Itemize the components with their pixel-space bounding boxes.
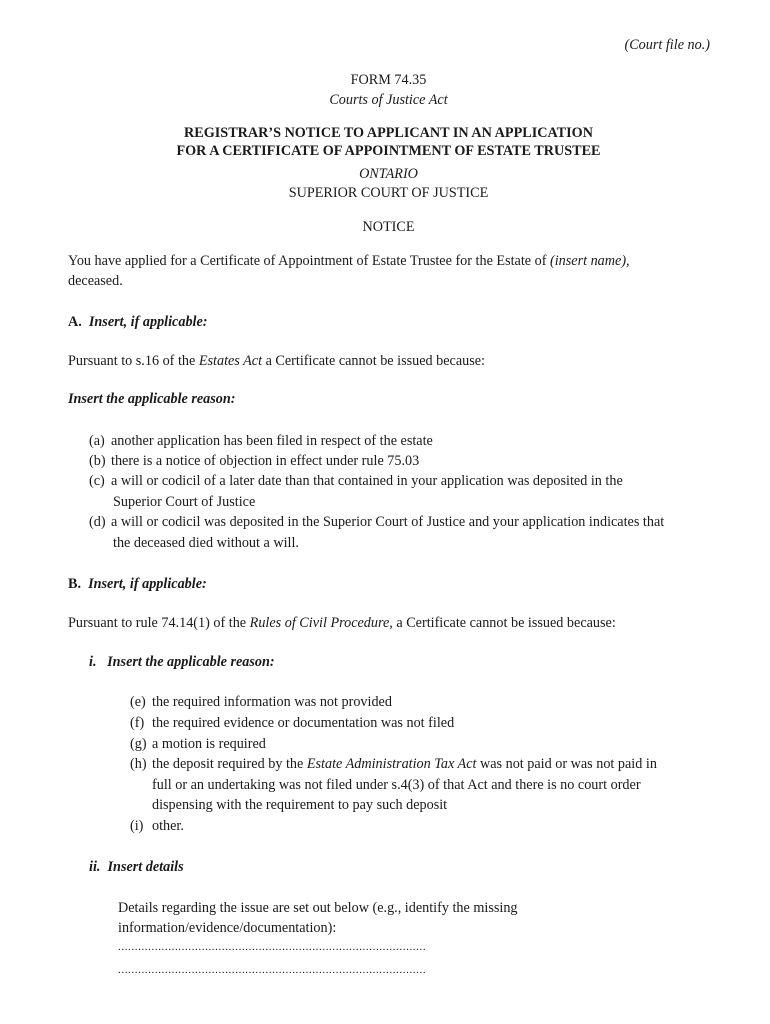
reason-d-continued: the deceased died without a will. [113, 535, 299, 551]
pursuant-text: Pursuant to s.16 of the [68, 353, 199, 369]
reason-mark: (a) [89, 433, 105, 449]
reason-c-continued: Superior Court of Justice [113, 494, 256, 510]
subsection-ii-heading [89, 857, 184, 878]
reason-text: a motion is required [152, 736, 266, 752]
section-a-title: Insert, if applicable: [88, 314, 208, 330]
reason-text: other. [152, 818, 184, 834]
form-title-line2: FOR A CERTIFICATE OF APPOINTMENT OF ESTATE TRUSTEE [176, 143, 601, 159]
reason-mark: (c) [89, 473, 105, 489]
court-file-number: (Court file no.) [624, 37, 710, 53]
notice-heading: NOTICE [362, 219, 415, 235]
subsection-ii-numeral: ii. [89, 859, 101, 875]
section-a-pursuant [68, 351, 485, 372]
reason-g [130, 734, 266, 755]
subsection-i-heading [89, 652, 275, 673]
reason-text: another application has been filed in respect of the estate [111, 433, 433, 449]
details-line1: Details regarding the issue are set out below (e.g., identify the missing [118, 900, 518, 916]
reason-text: the required evidence or documentation was not filed [152, 715, 455, 731]
reason-text: the deposit required by the [152, 756, 307, 772]
intro-text: You have applied for a Certificate of Appointment of Estate Trustee for the Estate of [68, 253, 550, 269]
pursuant-text-end: a Certificate cannot be issued because: [392, 615, 616, 631]
reason-c [89, 471, 623, 492]
court-name: SUPERIOR COURT OF JUSTICE [288, 185, 489, 201]
subsection-ii-title: Insert details [107, 859, 184, 875]
reason-d [89, 512, 664, 533]
reason-mark: (i) [130, 818, 144, 834]
form-title-line1: REGISTRAR’S NOTICE TO APPLICANT IN AN APPLICATION [184, 125, 593, 141]
reason-e [130, 692, 392, 713]
section-b-title: Insert, if applicable: [88, 576, 207, 592]
reason-text: a will or codicil of a later date than that contained in your application was deposited in the [111, 473, 623, 489]
reason-a [89, 431, 433, 452]
insert-name-placeholder: (insert name), [550, 253, 630, 269]
section-b-heading [68, 574, 207, 595]
section-b-letter: B. [68, 576, 82, 592]
reason-mark: (g) [130, 736, 147, 752]
section-a-heading [68, 312, 208, 333]
reason-mark: (f) [130, 715, 145, 731]
details-blank-line-1[interactable]: ............................................................................................ [118, 941, 427, 953]
details-blank-line-2[interactable]: ............................................................................................ [118, 964, 427, 976]
province: ONTARIO [359, 166, 418, 182]
subsection-i-numeral: i. [89, 654, 97, 670]
reason-mark: (b) [89, 453, 106, 469]
reason-text: a will or codicil was deposited in the Superior Court of Justice and your application indicates that [111, 514, 665, 530]
reason-mark: (h) [130, 756, 147, 772]
intro-line1 [68, 251, 630, 272]
estates-act-name: Estates Act [198, 353, 263, 369]
form-act: Courts of Justice Act [329, 92, 448, 108]
section-a-letter: A. [68, 314, 82, 330]
reason-mark: (d) [89, 514, 106, 530]
reason-i [130, 816, 184, 837]
reason-text: there is a notice of objection in effect under rule 75.03 [111, 453, 420, 469]
reason-b [89, 451, 419, 472]
reason-f [130, 713, 454, 734]
section-b-pursuant [68, 613, 616, 634]
reason-h-continued-1: full or an undertaking was not filed under s.4(3) of that Act and there is no court order [152, 777, 641, 793]
section-a-reason-heading: Insert the applicable reason: [68, 391, 236, 407]
reason-mark: (e) [130, 694, 146, 710]
reason-text-end: was not paid or was not paid in [476, 756, 657, 772]
form-number: FORM 74.35 [350, 72, 427, 88]
reason-h-continued-2: dispensing with the requirement to pay such deposit [152, 797, 448, 813]
reason-text: the required information was not provided [152, 694, 392, 710]
reason-h [130, 754, 657, 775]
rules-name: Rules of Civil Procedure, [249, 615, 393, 631]
intro-line2: deceased. [68, 273, 123, 289]
estate-tax-act-name: Estate Administration Tax Act [306, 756, 477, 772]
pursuant-text: Pursuant to rule 74.14(1) of the [68, 615, 250, 631]
pursuant-text-end: a Certificate cannot be issued because: [262, 353, 485, 369]
details-line2: information/evidence/documentation): [118, 920, 337, 936]
subsection-i-title: Insert the applicable reason: [107, 654, 275, 670]
